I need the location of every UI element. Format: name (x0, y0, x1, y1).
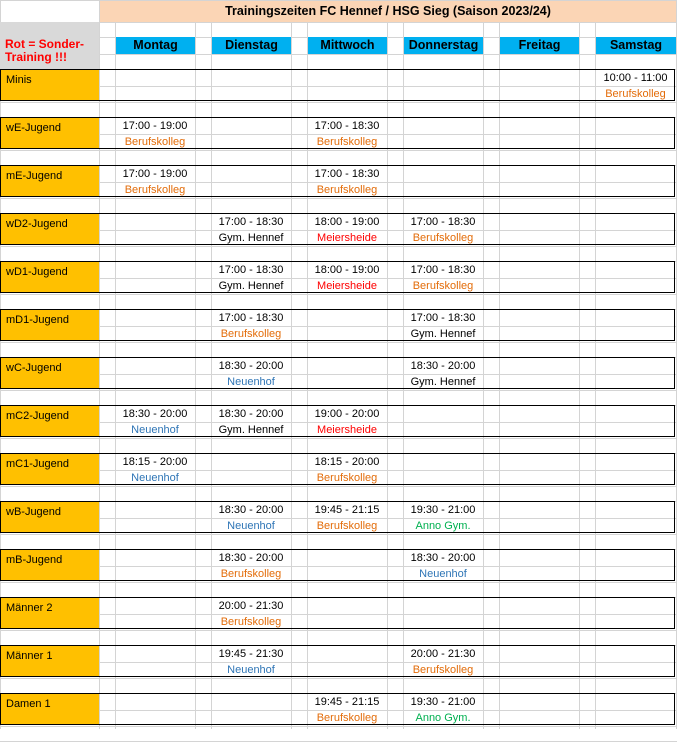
grid-line-horizontal (0, 309, 677, 310)
grid-line-horizontal (0, 326, 677, 327)
session-time: 20:00 - 21:30 (410, 648, 476, 660)
session-location: Berufskolleg (316, 520, 378, 532)
grid-line-vertical (99, 0, 100, 729)
session-location: Berufskolleg (316, 136, 378, 148)
session-location: Anno Gym. (415, 520, 471, 532)
grid-line-horizontal (0, 534, 677, 535)
session-location: Berufskolleg (316, 712, 378, 724)
grid-line-vertical (291, 0, 292, 729)
session-location: Meiersheide (317, 232, 377, 244)
session-time: 18:00 - 19:00 (314, 264, 380, 276)
session-location: Berufskolleg (316, 472, 378, 484)
session-time: 19:30 - 21:00 (410, 696, 476, 708)
grid-line-vertical (499, 0, 500, 729)
session-time: 19:45 - 21:15 (314, 504, 380, 516)
day-header-donnerstag: Donnerstag (404, 37, 483, 54)
session-time: 18:30 - 20:00 (218, 408, 284, 420)
grid-line-horizontal (0, 549, 677, 550)
session-location: Berufskolleg (412, 232, 474, 244)
team-name-mc2-jugend: mC2-Jugend (0, 406, 99, 437)
session-time: 18:30 - 20:00 (122, 408, 188, 420)
session-cell (307, 166, 387, 197)
special-training-note (0, 22, 99, 69)
session-location: Neuenhof (227, 664, 275, 676)
team-name-wc-jugend: wC-Jugend (0, 358, 99, 389)
grid-line-horizontal (0, 726, 677, 727)
session-location: Gym. Hennef (410, 328, 476, 340)
grid-line-vertical (595, 0, 596, 729)
grid-line-horizontal (0, 566, 677, 567)
session-time: 19:00 - 20:00 (314, 408, 380, 420)
grid-line-vertical (307, 0, 308, 729)
session-location: Berufskolleg (220, 328, 282, 340)
session-location: Gym. Hennef (410, 376, 476, 388)
session-time: 19:45 - 21:30 (218, 648, 284, 660)
session-cell (211, 214, 291, 245)
grid-line-horizontal (0, 198, 677, 199)
session-cell (211, 646, 291, 677)
team-name-minis: Minis (0, 70, 99, 101)
grid-line-horizontal (0, 630, 677, 631)
session-location: Gym. Hennef (218, 424, 284, 436)
session-time: 17:00 - 19:00 (122, 168, 188, 180)
day-header-mittwoch: Mittwoch (308, 37, 387, 54)
grid-line-horizontal (0, 374, 677, 375)
team-name-me-jugend: mE-Jugend (0, 166, 99, 197)
session-cell (211, 502, 291, 533)
grid-line-horizontal (0, 357, 677, 358)
team-name-wd2-jugend: wD2-Jugend (0, 214, 99, 245)
session-time: 10:00 - 11:00 (603, 72, 668, 84)
session-location: Berufskolleg (220, 568, 282, 580)
session-cell (403, 262, 483, 293)
session-cell (595, 70, 676, 101)
team-name-damen-1: Damen 1 (0, 694, 99, 725)
session-location: Gym. Hennef (218, 280, 284, 292)
team-name-maenner-2: Männer 2 (0, 598, 99, 629)
special-training-note-text: Rot = Sonder-Training !!! (5, 37, 85, 64)
team-name-wb-jugend: wB-Jugend (0, 502, 99, 533)
session-location: Berufskolleg (124, 136, 186, 148)
session-cell (307, 118, 387, 149)
grid-line-horizontal (0, 150, 677, 151)
session-cell (115, 166, 195, 197)
team-name-md1-jugend: mD1-Jugend (0, 310, 99, 341)
session-location: Berufskolleg (605, 88, 666, 100)
session-time: 17:00 - 18:30 (314, 168, 380, 180)
session-cell (211, 262, 291, 293)
session-cell (307, 406, 387, 437)
team-name-we-jugend: wE-Jugend (0, 118, 99, 149)
session-cell (307, 214, 387, 245)
session-time: 17:00 - 18:30 (410, 216, 476, 228)
grid-line-horizontal (0, 614, 677, 615)
session-time: 18:15 - 20:00 (122, 456, 188, 468)
session-location: Neuenhof (131, 472, 179, 484)
session-cell (307, 694, 387, 725)
session-cell (115, 406, 195, 437)
session-time: 18:30 - 20:00 (218, 360, 284, 372)
session-cell (211, 550, 291, 581)
session-location: Gym. Hennef (218, 232, 284, 244)
team-name-maenner-1: Männer 1 (0, 646, 99, 677)
team-name-mc1-jugend: mC1-Jugend (0, 454, 99, 485)
session-cell (403, 214, 483, 245)
session-time: 18:30 - 20:00 (410, 552, 476, 564)
session-cell (211, 598, 291, 629)
session-cell (211, 406, 291, 437)
session-time: 17:00 - 18:30 (410, 312, 476, 324)
grid-line-horizontal (0, 597, 677, 598)
session-cell (307, 454, 387, 485)
grid-line-horizontal (0, 678, 677, 679)
session-time: 17:00 - 18:30 (218, 216, 284, 228)
grid-line-vertical (579, 0, 580, 729)
session-cell (115, 118, 195, 149)
session-time: 17:00 - 18:30 (218, 312, 284, 324)
session-location: Berufskolleg (412, 664, 474, 676)
session-cell (403, 310, 483, 341)
session-time: 18:30 - 20:00 (410, 360, 476, 372)
grid-line-horizontal (0, 86, 677, 87)
team-name-mb-jugend: mB-Jugend (0, 550, 99, 581)
grid-line-horizontal (0, 662, 677, 663)
day-header-dienstag: Dienstag (212, 37, 291, 54)
grid-line-horizontal (0, 342, 677, 343)
session-location: Meiersheide (317, 424, 377, 436)
grid-line-horizontal (0, 69, 677, 70)
session-cell (403, 646, 483, 677)
session-cell (211, 358, 291, 389)
session-time: 18:00 - 19:00 (314, 216, 380, 228)
grid-line-horizontal (0, 582, 677, 583)
session-location: Neuenhof (419, 568, 467, 580)
grid-line-horizontal (0, 102, 677, 103)
grid-line-vertical (387, 0, 388, 729)
grid-line-horizontal (0, 486, 677, 487)
session-time: 17:00 - 18:30 (314, 120, 380, 132)
session-time: 19:30 - 21:00 (410, 504, 476, 516)
session-location: Neuenhof (227, 376, 275, 388)
session-location: Neuenhof (227, 520, 275, 532)
session-cell (403, 502, 483, 533)
session-time: 17:00 - 18:30 (410, 264, 476, 276)
grid-line-horizontal (0, 390, 677, 391)
grid-line-horizontal (0, 54, 677, 55)
session-time: 17:00 - 19:00 (122, 120, 188, 132)
session-location: Berufskolleg (412, 280, 474, 292)
day-header-freitag: Freitag (500, 37, 579, 54)
session-location: Neuenhof (131, 424, 179, 436)
session-time: 18:15 - 20:00 (314, 456, 380, 468)
session-cell (403, 550, 483, 581)
grid-line-vertical (115, 0, 116, 729)
grid-line-vertical (483, 0, 484, 729)
session-cell (115, 454, 195, 485)
session-time: 19:45 - 21:15 (314, 696, 380, 708)
team-name-wd1-jugend: wD1-Jugend (0, 262, 99, 293)
grid-line-horizontal (0, 246, 677, 247)
grid-line-vertical (195, 0, 196, 729)
grid-line-horizontal (0, 294, 677, 295)
session-location: Berufskolleg (220, 616, 282, 628)
session-location: Berufskolleg (124, 184, 186, 196)
session-cell (211, 310, 291, 341)
day-header-montag: Montag (116, 37, 195, 54)
session-time: 18:30 - 20:00 (218, 504, 284, 516)
grid-line-horizontal (0, 438, 677, 439)
grid-line-horizontal (0, 22, 677, 23)
schedule-title: Trainingszeiten FC Hennef / HSG Sieg (Saison 2023/24) (100, 1, 676, 22)
grid-line-horizontal (0, 645, 677, 646)
day-header-samstag: Samstag (596, 37, 676, 54)
session-time: 20:00 - 21:30 (218, 600, 284, 612)
session-location: Meiersheide (317, 280, 377, 292)
session-cell (403, 694, 483, 725)
session-location: Berufskolleg (316, 184, 378, 196)
session-cell (307, 262, 387, 293)
session-location: Anno Gym. (415, 712, 471, 724)
session-time: 17:00 - 18:30 (218, 264, 284, 276)
session-time: 18:30 - 20:00 (218, 552, 284, 564)
session-cell (307, 502, 387, 533)
session-cell (403, 358, 483, 389)
